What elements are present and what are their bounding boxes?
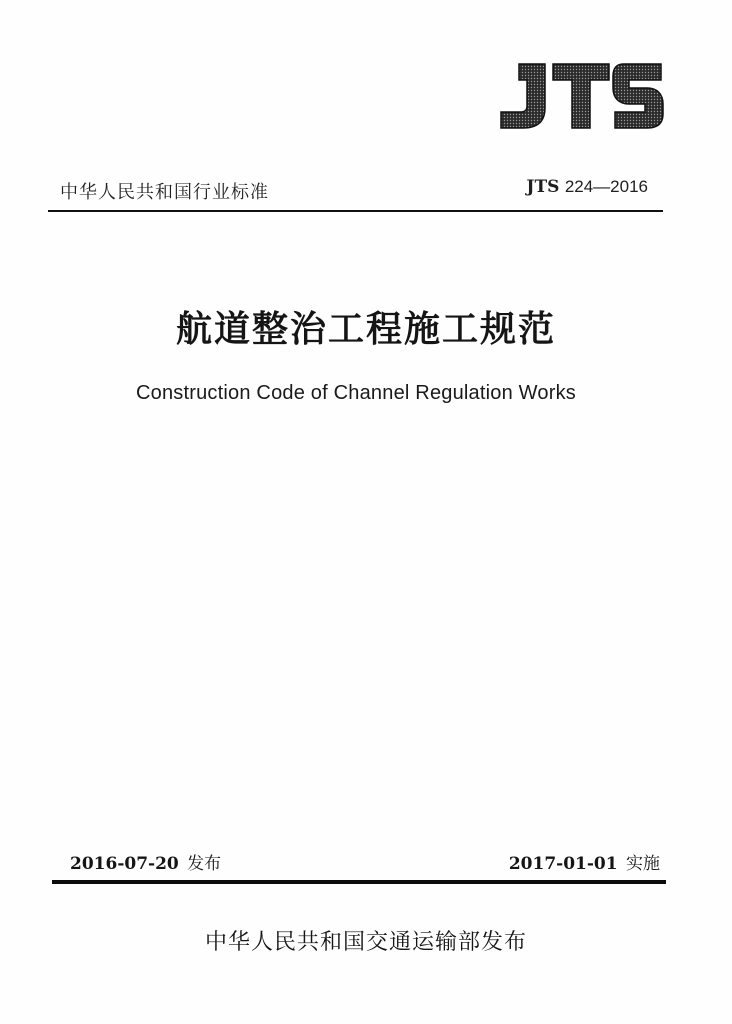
standard-prefix: JTS: [526, 177, 560, 197]
standard-category: 中华人民共和国行业标准: [60, 182, 269, 203]
effective-date: 2017-01-01: [508, 854, 618, 874]
issue-date: 2016-07-20: [70, 854, 179, 874]
issue-label: 发布: [187, 854, 222, 874]
issue-date-line: [70, 849, 221, 874]
title-english: Construction Code of Channel Regulation Works: [136, 382, 576, 404]
effective-label: 实施: [626, 854, 660, 874]
top-divider: [48, 210, 663, 212]
title-chinese: 航道整治工程施工规范: [175, 309, 556, 350]
standard-number: 224—2016: [564, 177, 648, 196]
standard-code: [526, 177, 648, 197]
effective-date-line: [509, 849, 660, 874]
publisher: 中华人民共和国交通运输部发布: [204, 930, 527, 955]
jts-logo: [497, 62, 665, 130]
bottom-divider: [52, 880, 666, 884]
